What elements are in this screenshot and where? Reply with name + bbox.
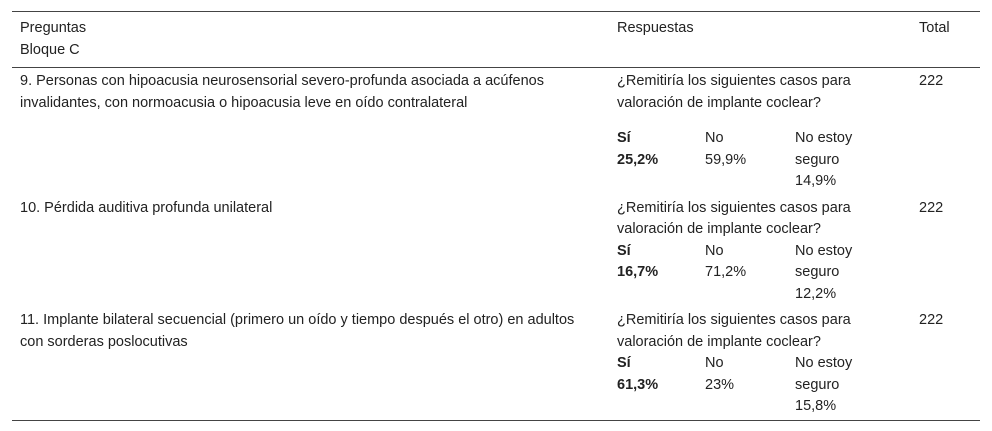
answer-yes: [617, 241, 705, 306]
table-body: [12, 68, 980, 421]
answer-no: [705, 241, 795, 306]
answer-no: [705, 128, 795, 193]
answer-unsure-value: 15,8%: [795, 398, 837, 414]
total-cell: 222: [919, 312, 944, 328]
answer-no-label: No: [705, 130, 724, 146]
answer-prompt: ¿Remitiría los siguientes casos para valoración de implante coclear?: [617, 199, 851, 237]
answer-unsure-label-1: No estoy: [795, 130, 853, 146]
answer-yes: [617, 128, 705, 193]
answer-unsure-label-2: seguro: [795, 151, 840, 168]
answers-cell: [609, 195, 911, 308]
header-questions-line2: Bloque C: [20, 41, 80, 58]
answer-prompt: ¿Remitiría los siguientes casos para valoración de implante coclear?: [617, 73, 851, 111]
answer-unsure: [795, 128, 895, 193]
table-row: [12, 68, 980, 195]
answer-unsure-value: 14,9%: [795, 173, 837, 189]
header-answers: Respuestas: [617, 20, 694, 36]
answer-yes-value: 61,3%: [617, 376, 659, 393]
answers-cell: [609, 307, 911, 420]
header-questions: [12, 12, 609, 68]
answers-cell: [609, 68, 911, 195]
table-row: [12, 195, 980, 308]
total-cell: 222: [919, 73, 944, 89]
header-row: [12, 12, 980, 68]
header-questions-line1: Preguntas: [20, 20, 87, 36]
answer-yes-label: Sí: [617, 130, 631, 146]
answer-no-label: No: [705, 242, 724, 259]
answer-unsure-label-1: No estoy: [795, 242, 853, 259]
answer-unsure-label-1: No estoy: [795, 355, 853, 371]
table-header: [12, 12, 980, 68]
answer-yes: [617, 353, 705, 418]
table-row: [12, 307, 980, 420]
answer-unsure: [795, 241, 895, 306]
answer-yes-label: Sí: [617, 355, 631, 371]
question-cell: 9. Personas con hipoacusia neurosensorial severo-profunda asociada a acúfenos invalidantes, con normoacusia o hipoacusia leve en oído contralateral: [20, 73, 544, 111]
answer-unsure-label-2: seguro: [795, 376, 840, 393]
answer-prompt: ¿Remitiría los siguientes casos para valoración de implante coclear?: [617, 312, 851, 350]
total-cell: 222: [919, 199, 944, 216]
answer-no-value: 23%: [705, 376, 735, 393]
question-cell: 10. Pérdida auditiva profunda unilateral: [20, 199, 273, 216]
answer-options: [617, 241, 903, 306]
answer-no-label: No: [705, 355, 724, 371]
answer-no: [705, 353, 795, 418]
header-total: Total: [919, 20, 950, 36]
answer-unsure-value: 12,2%: [795, 285, 837, 302]
answer-options: [617, 128, 903, 193]
answer-unsure: [795, 353, 895, 418]
question-cell: 11. Implante bilateral secuencial (primero un oído y tiempo después el otro) en adultos con sorderas poslocutivas: [20, 312, 575, 350]
survey-table-container: [12, 11, 980, 421]
survey-table: [12, 11, 980, 421]
answer-no-value: 59,9%: [705, 151, 747, 168]
answer-unsure-label-2: seguro: [795, 264, 840, 280]
answer-yes-label: Sí: [617, 242, 631, 259]
answer-yes-value: 16,7%: [617, 264, 659, 280]
answer-yes-value: 25,2%: [617, 151, 659, 168]
answer-no-value: 71,2%: [705, 264, 747, 280]
answer-options: [617, 353, 903, 418]
